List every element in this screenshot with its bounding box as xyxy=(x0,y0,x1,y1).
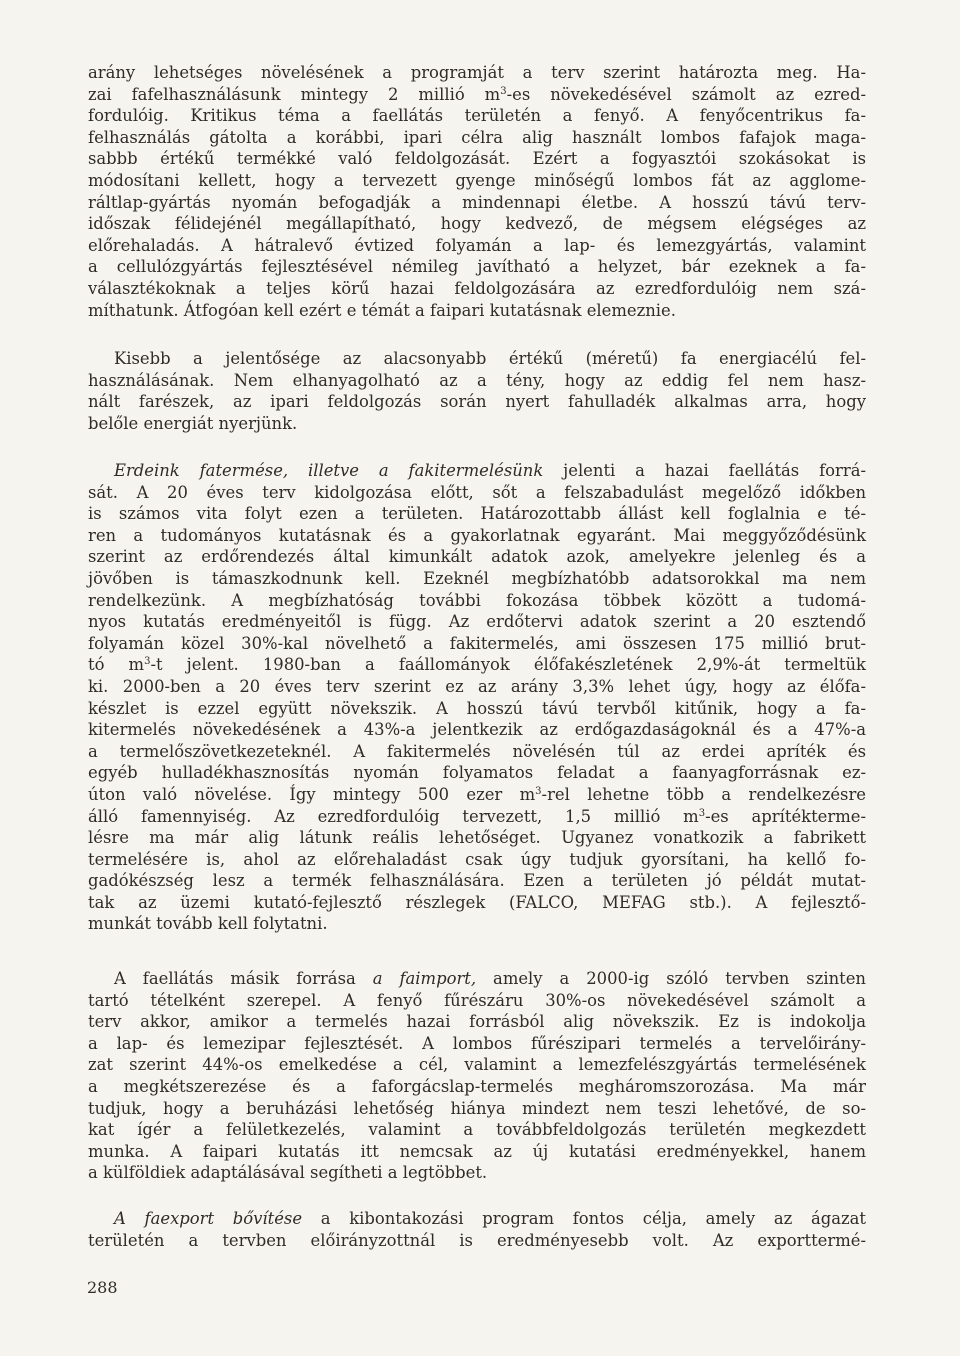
text-line: terv akkor, amikor a termelés hazai forrásból alig növekszik. Ez is indokolja xyxy=(88,1012,866,1032)
text-line: nált farészek, az ipari feldolgozás során nyert fahulladék alkalmas arra, hogy xyxy=(88,392,866,412)
text-line: tudjuk, hogy a beruházási lehetőség hiánya mindezt nem teszi lehetővé, de so- xyxy=(88,1098,866,1118)
text-line: választékoknak a teljes körű hazai feldolgozására az ezredfordulóig nem szá- xyxy=(88,278,866,298)
text-line: gadókészség lesz a termék felhasználására. Ezen a területen jó példát mutat- xyxy=(88,871,866,891)
text-line: míthatunk. Átfogóan kell ezért e témát a faipari kutatásnak elemeznie. xyxy=(88,300,676,320)
italic-lead: Erdeink fatermése, illetve a fakitermelésünk xyxy=(114,461,544,480)
line-rest: jelenti a hazai faellátás forrá- xyxy=(543,461,867,480)
text-line: a termelőszövetkezeteknél. A fakitermelés növelésén túl az erdei apríték és xyxy=(88,741,866,761)
text-line: fordulóig. Kritikus téma a faellátás területén a fenyő. A fenyőcentrikus fa- xyxy=(88,106,866,126)
text-line: álló famennyiség. Az ezredfordulóig tervezett, 1,5 millió $m^3-es$ aprítékterme- xyxy=(88,806,866,826)
text-line: szerint az erdőrendezés által kimunkált adatok azok, amelyekre jelenleg és a xyxy=(88,547,866,567)
text-line: sát. A 20 éves terv kidolgozása előtt, sőt a felszabadulást megelőző időkben xyxy=(88,482,866,502)
line-rest: a kibontakozási program fontos célja, amely az ágazat xyxy=(302,1209,866,1228)
text-line: lésre ma már alig látunk reális lehetőséget. Ugyanez vonatkozik a fabrikett xyxy=(88,828,866,848)
text-line: zat szerint 44%-os emelkedése a cél, valamint a lemezfelészgyártás termelésének xyxy=(88,1055,866,1075)
text-line xyxy=(88,1208,866,1230)
text-line: egyéb hulladékhasznosítás nyomán folyamatos feladat a faanyagforrásnak ez- xyxy=(88,763,866,783)
text-line: nyos kutatás eredményeitől is függ. Az erdőtervi adatok szerint a 20 esztendő xyxy=(88,612,866,632)
text-line: sabbb értékű termékké való feldolgozását. Ezért a fogyasztói szokásokat is xyxy=(88,149,866,169)
paragraph-3 xyxy=(88,460,866,935)
text-line: ren a tudományos kutatásnak és a gyakorlatnak egyaránt. Mai meggyőződésünk xyxy=(88,525,866,545)
text-line: a megkétszerezése és a faforgácslap-termelés megháromszorozása. Ma már xyxy=(88,1076,866,1096)
paragraph-2 xyxy=(88,348,866,434)
text-line: belőle energiát nyerjünk. xyxy=(88,413,298,433)
text-line: előrehaladás. A hátralevő évtized folyamán a lap- és lemezgyártás, valamint xyxy=(88,235,866,255)
text-line: kat ígér a felületkezelés, valamint a továbbfeldolgozás területén megkezdett xyxy=(88,1120,866,1140)
page-number: 288 xyxy=(87,1278,118,1297)
text-line xyxy=(88,460,866,482)
paragraph-4 xyxy=(88,968,866,1184)
text-line: módosítani kellett, hogy a tervezett gyenge minőségű lombos fát az agglome- xyxy=(88,170,866,190)
paragraph-1 xyxy=(88,62,866,321)
text-line: rendelkezünk. A megbízhatóság további fokozása többek között a tudomá- xyxy=(88,590,866,610)
text-line: tartó tételként szerepel. A fenyő fűrészáru 30%-os növekedésével számolt a xyxy=(88,990,866,1010)
text-line: időszak félidejénél megállapítható, hogy kedvező, de mégsem elégséges az xyxy=(88,214,866,234)
text-line: jövőben is támaszkodnunk kell. Ezeknél megbízhatóbb adatsorokkal ma nem xyxy=(88,568,866,588)
text-line: készlet is ezzel együtt növekszik. A hosszú távú tervből kitűnik, hogy a fa- xyxy=(88,698,866,718)
text-line: a lap- és lemezipar fejlesztését. A lombos fűrészipari termelés a tervelőirány- xyxy=(88,1033,866,1053)
text-line: arány lehetséges növelésének a programját a terv szerint határozta meg. Ha- xyxy=(88,63,866,82)
italic-lead: A faexport bővítése xyxy=(114,1209,303,1228)
text-line: zai fafelhasználásunk mintegy 2 millió $m^3-es$ növekedésével számolt az ezred- xyxy=(88,84,866,104)
text-line: ráltlap-gyártás nyomán befogadják a mindennapi életbe. A hosszú távú terv- xyxy=(88,192,866,212)
text-line: ki. 2000-ben a 20 éves terv szerint ez az arány 3,3% lehet úgy, hogy az élőfa- xyxy=(88,676,866,696)
text-line: folyamán közel 30%-kal növelhető a fakitermelés, ami összesen 175 millió brut- xyxy=(88,633,866,653)
text-line: a cellulózgyártás fejlesztésével némileg javítható a helyzet, bár ezeknek a fa- xyxy=(88,257,866,277)
text-line: tó $m^3-t$ jelent. 1980-ban a faállományok élőfakészletének 2,9%-át termeltük xyxy=(88,655,866,675)
text-line: a külföldiek adaptálásával segítheti a legtöbbet. xyxy=(88,1163,488,1183)
text-line: úton való növelése. Így mintegy 500 ezer $m^3$-rel lehetne több a rendelkezésre xyxy=(88,784,866,804)
paragraph-5 xyxy=(88,1208,866,1251)
text-line: kitermelés növekedésének a 43%-a jelentkezik az erdőgazdaságoknál és a 47%-a xyxy=(88,720,866,740)
text-line: termelésére is, ahol az előrehaladást csak úgy tudjuk gyorsítani, ha kellő fo- xyxy=(88,849,866,869)
text-line: is számos vita folyt ezen a területen. Határozottabb állást kell foglalnia e té- xyxy=(88,504,866,524)
text-line: használásának. Nem elhanyagolható az a tény, hogy az eddig fel nem hasz- xyxy=(88,370,866,390)
text-line: A faellátás másik forrása a faimport, amely a 2000-ig szóló tervben szinten xyxy=(114,969,866,988)
text-line: munkát tovább kell folytatni. xyxy=(88,914,328,934)
text-line: Kisebb a jelentősége az alacsonyabb értékű (méretű) fa energiacélú fel- xyxy=(114,349,866,368)
text-line: területén a tervben előirányzottnál is eredményesebb volt. Az exporttermé- xyxy=(88,1230,866,1250)
text-line: felhasználás gátolta a korábbi, ipari célra alig használt lombos fafajok maga- xyxy=(88,127,866,147)
text-line: tak az üzemi kutató-fejlesztő részlegek (FALCO, MEFAG stb.). A fejlesztő- xyxy=(88,892,866,912)
text-line: munka. A faipari kutatás itt nemcsak az új kutatási eredményekkel, hanem xyxy=(88,1141,866,1161)
